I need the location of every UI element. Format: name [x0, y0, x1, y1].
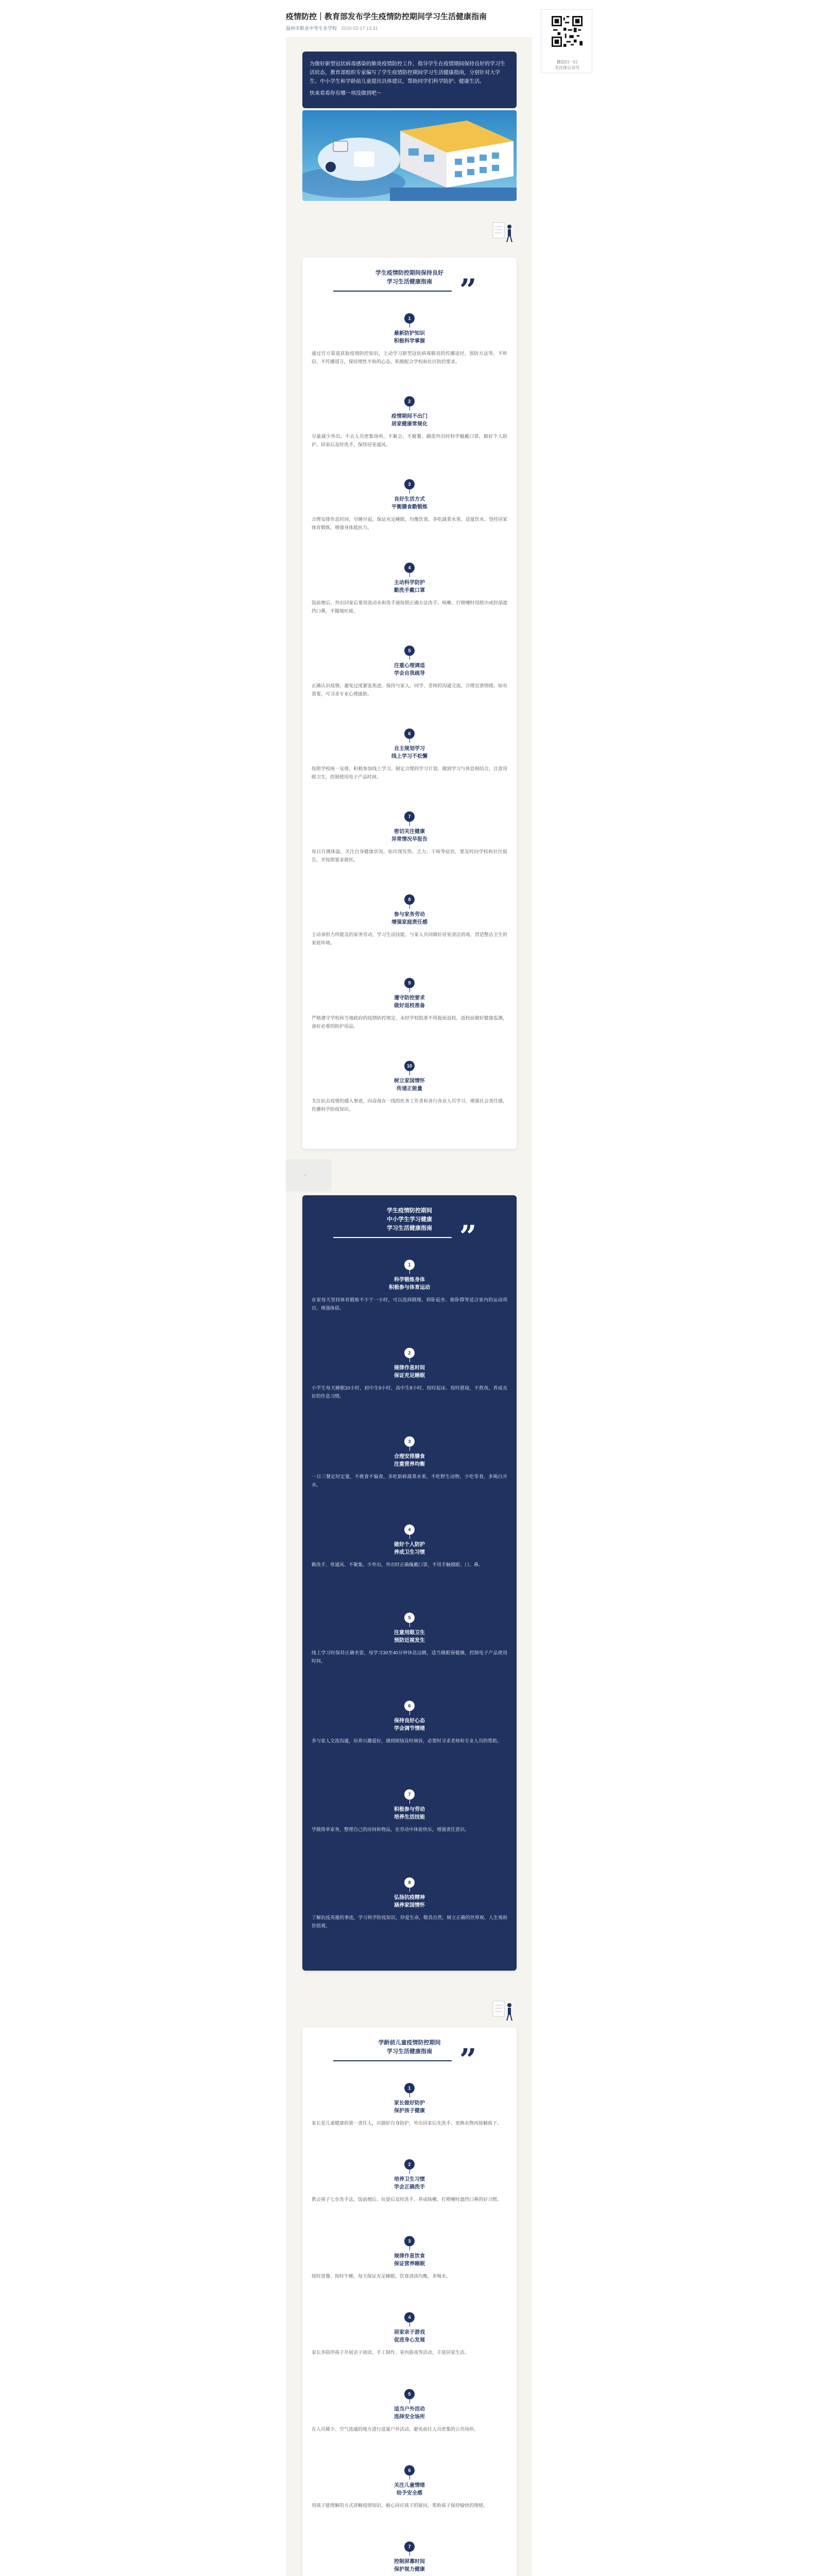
section-heading-line: 积极科学掌握: [394, 338, 425, 344]
section-number-badge: 4: [404, 563, 415, 573]
section-body: 家长是儿童健康的第一责任人，应做好自身防护，外出回家后先洗手、更换衣物再接触孩子。: [312, 2121, 502, 2126]
guide-section: [302, 2389, 517, 2465]
section-heading-line: 学会调节情绪: [394, 1726, 425, 1732]
section-heading-line: 保护孩子健康: [394, 2108, 425, 2114]
article-date: 2020-02-17 13:31: [341, 26, 378, 31]
qr-code-icon: [552, 16, 583, 47]
section-heading-line: 注重心理调适: [394, 663, 425, 669]
section-heading-line: 树立家国情怀: [394, 1078, 425, 1084]
section-stem: [409, 2476, 410, 2480]
section-heading-line: 平衡膳食勤锻炼: [391, 504, 427, 511]
section-stem: [409, 988, 410, 992]
section-heading-line: 给予安全感: [397, 2490, 422, 2496]
card-title-line: 学生疫情防控期间: [387, 1208, 432, 1214]
guide-section: [302, 894, 517, 977]
title-underline: [333, 291, 452, 292]
section-number-badge: 3: [404, 1436, 415, 1447]
card-title-line: 学习生活健康指南: [387, 1225, 432, 1231]
section-heading: [302, 1806, 517, 1821]
section-heading-line: 弘扬抗疫精神: [394, 1894, 425, 1901]
guide-section: [302, 396, 517, 479]
section-heading: [302, 496, 517, 511]
section-heading-line: 关注儿童情绪: [394, 2482, 425, 2488]
section-stem: [409, 2093, 410, 2097]
section-stem: [409, 1358, 410, 1362]
section-heading: [302, 662, 517, 677]
article-title: 疫情防控｜教育部发布学生疫情防控期间学习生活健康指南: [286, 12, 487, 21]
section-heading: [302, 745, 517, 760]
section-heading-line: 涵养家国情怀: [394, 1902, 425, 1908]
section-heading: [302, 911, 517, 926]
section-stem: [409, 1623, 410, 1627]
section-heading-line: 家长做好防护: [394, 2100, 425, 2106]
section-heading-line: 积极参与劳动: [394, 1806, 425, 1812]
section-heading: [302, 413, 517, 428]
section-number-badge: 1: [404, 313, 415, 324]
section-heading: [302, 994, 517, 1010]
section-body: 勤洗手、常通风、不聚集、少外出，外出时正确佩戴口罩，不用手触摸眼、口、鼻。: [312, 1562, 484, 1567]
section-divider: [286, 1159, 331, 1191]
guide-section: [302, 1789, 517, 1877]
section-body: 主动承担力所能及的家务劳动，学习生活技能。与家人共同做好居室清洁消毒，营造整洁卫生的家庭环境。: [312, 932, 507, 946]
section-heading-line: 良好生活方式: [394, 497, 425, 503]
section-body: 学做简单家务，整理自己的房间和物品，在劳动中体验快乐，增强责任意识。: [312, 1826, 470, 1832]
guide-section: [302, 563, 517, 646]
guide-section: [302, 1701, 517, 1789]
section-heading-line: 养成卫生习惯: [394, 1549, 425, 1555]
section-heading: [302, 1453, 517, 1468]
section-number-badge: 3: [404, 2236, 415, 2246]
section-heading-line: 注重营养均衡: [394, 1461, 425, 1467]
section-number-badge: 10: [404, 1061, 415, 1071]
title-underline: [333, 2060, 452, 2061]
section-heading-line: 疫情期间不出门: [391, 414, 427, 420]
section-heading-line: 控制屏幕时间: [394, 2559, 425, 2565]
section-number-badge: 8: [404, 894, 415, 905]
section-heading-line: 培养生活技能: [394, 1814, 425, 1820]
guide-section: [302, 479, 517, 562]
section-heading-line: 科学锻炼身体: [394, 1277, 425, 1283]
guide-section: [302, 1436, 517, 1524]
divider-dot-icon: ◦: [304, 1172, 307, 1179]
section-heading-line: 规律作息饮食: [394, 2253, 425, 2259]
section-heading-line: 最新防护知识: [394, 331, 425, 336]
card-title-line: 中小学生学习健康: [387, 1216, 432, 1223]
section-heading-line: 密切关注健康: [394, 829, 425, 835]
section-heading-line: 增强家庭责任感: [391, 920, 427, 926]
section-number-badge: 7: [404, 2541, 415, 2552]
card-title-line: 学生疫情防控期间保持良好: [375, 270, 443, 276]
section-heading-line: 规律作息时间: [394, 1365, 425, 1371]
guide-card-primary-secondary: [302, 1195, 517, 1971]
section-body: 家长多陪伴孩子开展亲子阅读、手工制作、室内游戏等活动，丰富居家生活。: [312, 2350, 470, 2355]
section-stem: [409, 1711, 410, 1715]
quote-mark-icon: ”: [459, 2042, 477, 2077]
guide-section: [302, 1524, 517, 1613]
section-heading-line: 保证充足睡眠: [394, 1373, 425, 1379]
qr-caption: 微信扫一扫 关注该公众号: [555, 60, 579, 70]
section-body: 尽量减少外出，不去人员密集场所，不聚会、不聚餐。确需外出时科学佩戴口罩，做好个人防护。回家后及时洗手，保持居室通风。: [312, 434, 507, 448]
section-heading-line: 保证营养睡眠: [394, 2261, 425, 2267]
banner-illustration: [302, 110, 517, 201]
section-number-badge: 8: [404, 1877, 415, 1888]
intro-paragraph: 为做好新型冠状病毒感染的肺炎疫情防控工作，指导学生在疫情期间保持良好的学习生活状态，教育部组织专家编写了学生疫情防控期间学习生活健康指南，分别针对大学生、中小学生和学龄前儿童提出具体建议，帮助同学们科学防护、健康生活。: [310, 61, 505, 84]
section-body: 按照学校统一安排，积极参加线上学习。制定合理的学习计划，做到学习与休息相结合，注意用眼卫生，控制使用电子产品时间。: [312, 766, 507, 779]
section-heading-line: 合理安排膳食: [394, 1453, 425, 1460]
section-number-badge: 3: [404, 479, 415, 489]
card-title: [302, 2039, 517, 2056]
section-stem: [409, 2170, 410, 2174]
intro-box: [302, 52, 517, 108]
section-body: 在家每天坚持体育锻炼不少于一小时，可以选择跳绳、仰卧起坐、俯卧撑等适合室内的运动项目，增强体质。: [312, 1297, 507, 1311]
section-body: 用孩子能理解的方式讲解疫情知识，耐心回应孩子的疑问，帮助孩子保持愉快的情绪。: [312, 2502, 488, 2508]
section-heading: [302, 1894, 517, 1909]
section-stem: [409, 905, 410, 909]
section-heading-line: 遵守防控要求: [394, 995, 425, 1001]
section-stem: [409, 1800, 410, 1804]
guide-section: [302, 2541, 517, 2576]
guide-section: [302, 2159, 517, 2235]
section-heading: [302, 2558, 517, 2573]
section-heading: [302, 2329, 517, 2344]
section-heading-line: 勤洗手戴口罩: [394, 587, 425, 594]
section-heading: [302, 1629, 517, 1645]
section-stem: [409, 822, 410, 826]
section-number-badge: 9: [404, 978, 415, 988]
section-heading-line: 预防近视发生: [394, 1638, 425, 1643]
section-heading: [302, 828, 517, 843]
guide-section: [302, 646, 517, 728]
section-number-badge: 2: [404, 2159, 415, 2170]
section-number-badge: 6: [404, 728, 415, 739]
section-stem: [409, 1071, 410, 1075]
section-number-badge: 6: [404, 1701, 415, 1711]
section-heading-line: 学会正确洗手: [394, 2184, 425, 2191]
section-heading: [302, 2482, 517, 2497]
section-stem: [409, 324, 410, 328]
intro-paragraph-2: 快来看看你有哪一项没做到吧～: [310, 91, 382, 96]
article-meta: [286, 25, 378, 31]
quote-mark-icon: ”: [459, 273, 477, 308]
section-body: 正确认识疫情，避免过度紧张焦虑。保持与家人、同学、老师的沟通交流，合理宣泄情绪。如有需要，可寻求专业心理援助。: [312, 683, 507, 697]
section-body: 严格遵守学校和当地政府的疫情防控规定，未经学校批准不得提前返校。返校前做好健康监测，备好必要的防护用品。: [312, 1015, 507, 1029]
section-heading: [302, 1717, 517, 1733]
section-stem: [409, 2323, 410, 2327]
title-underline: [333, 1237, 452, 1238]
section-number-badge: 5: [404, 2389, 415, 2399]
section-heading: [302, 2176, 517, 2191]
guide-section: [302, 2465, 517, 2541]
section-heading: [302, 1364, 517, 1380]
card-title-line: 学习生活健康指南: [387, 279, 432, 285]
card-title: [302, 1207, 517, 1233]
section-stem: [409, 656, 410, 660]
section-heading: [302, 1077, 517, 1093]
guide-section: [302, 1613, 517, 1701]
section-stem: [409, 1888, 410, 1892]
section-heading-line: 居家健康常规化: [391, 421, 427, 428]
section-heading-line: 线上学习不松懈: [391, 754, 427, 759]
school-illustration-icon: [302, 110, 517, 201]
guide-section: [302, 2236, 517, 2312]
section-heading: [302, 1541, 517, 1556]
section-heading-line: 自主规划学习: [394, 746, 425, 752]
section-number-badge: 5: [404, 1613, 415, 1623]
guide-section: [302, 2083, 517, 2159]
reading-figure-icon: [492, 221, 515, 243]
section-number-badge: 2: [404, 1348, 415, 1358]
section-body: 在人员稀少、空气流通的地方进行适量户外活动，避免前往人员密集的公共场所。: [312, 2426, 479, 2432]
section-number-badge: 4: [404, 1524, 415, 1535]
section-body: 小学生每天睡眠10小时，初中生9小时，高中生8小时。按时起床、按时就寝，不熬夜，养成良好的作息习惯。: [312, 1385, 507, 1399]
section-heading: [302, 1276, 517, 1292]
section-number-badge: 7: [404, 1789, 415, 1800]
guide-section: [302, 1348, 517, 1436]
section-heading-line: 选择安全场所: [394, 2414, 425, 2420]
section-stem: [409, 2399, 410, 2403]
article-source-link[interactable]: 温州市职业中等专业学校: [286, 26, 337, 31]
section-body: 关注抗击疫情的感人事迹，向奋战在一线的医务工作者和各行各业人员学习，增强社会责任感，传播科学防疫知识。: [312, 1098, 507, 1112]
guide-card-general: [302, 258, 517, 1149]
section-heading-line: 主动科学防护: [394, 580, 425, 586]
section-heading-line: 培养卫生习惯: [394, 2177, 425, 2183]
card-title: [302, 269, 517, 286]
section-number-badge: 1: [404, 1260, 415, 1270]
section-body: 每日自测体温，关注自身健康状况。如出现发热、乏力、干咳等症状，要及时向学校和社区报告，并按照要求就医。: [312, 849, 507, 863]
section-stem: [409, 406, 410, 411]
section-stem: [409, 2552, 410, 2556]
section-number-badge: 5: [404, 646, 415, 656]
section-heading: [302, 579, 517, 595]
section-body: 合理安排作息时间，早睡早起，保证充足睡眠。均衡饮食，多吃蔬菜水果，适量饮水。坚持居家体育锻炼，增强身体抵抗力。: [312, 517, 507, 531]
guide-section: [302, 728, 517, 811]
section-heading-line: 积极参与体育运动: [389, 1285, 430, 1291]
section-body: 通过官方渠道获取疫情防控知识，主动学习新型冠状病毒肺炎的传播途径、预防方法等。不听信、不传播谣言，保持理性平和的心态，积极配合学校和社区防控要求。: [312, 351, 507, 364]
section-heading-line: 参与家务劳动: [394, 912, 425, 918]
section-number-badge: 2: [404, 396, 415, 406]
guide-section: [302, 1260, 517, 1348]
section-stem: [409, 2246, 410, 2250]
guide-section: [302, 313, 517, 396]
section-number-badge: 4: [404, 2312, 415, 2323]
section-heading-line: 传递正能量: [397, 1086, 422, 1092]
section-heading: [302, 2099, 517, 2115]
section-stem: [409, 489, 410, 494]
quote-mark-icon: ”: [459, 1219, 477, 1254]
section-heading-line: 居家亲子游戏: [394, 2330, 425, 2336]
section-heading-line: 学会自我疏导: [394, 670, 425, 676]
section-heading: [302, 330, 517, 345]
section-heading-line: 保持良好心态: [394, 1718, 425, 1724]
guide-section: [302, 811, 517, 894]
section-body: 按时进餐、按时午睡，每天保证充足睡眠，饮食清淡均衡，多喝水。: [312, 2273, 451, 2279]
section-stem: [409, 573, 410, 577]
account-qr-panel: [541, 9, 592, 73]
section-body: 线上学习时保持正确坐姿，每学习30至40分钟休息远眺，适当做眼保健操，控制电子产品使用时间。: [312, 1650, 507, 1664]
section-heading: [302, 2252, 517, 2268]
section-body: 了解抗疫英雄的事迹，学习科学防疫知识，珍爱生命，敬畏自然，树立正确的世界观、人生观和价值观。: [312, 1914, 507, 1928]
reading-figure-icon-2: [492, 1999, 515, 2022]
section-heading-line: 注意用眼卫生: [394, 1630, 425, 1636]
section-body: 多与家人交流沟通，培养兴趣爱好，遇到烦恼及时倾诉，必要时寻求老师和专业人员的帮助。: [312, 1738, 502, 1744]
section-number-badge: 7: [404, 811, 415, 822]
section-number-badge: 1: [404, 2083, 415, 2093]
section-body: 一日三餐定时定量，不挑食不偏食，多吃新鲜蔬菜水果，不吃野生动物，少吃零食，多喝白开水。: [312, 1473, 507, 1487]
guide-section: [302, 1061, 517, 1144]
section-number-badge: 6: [404, 2465, 415, 2476]
section-stem: [409, 1447, 410, 1451]
section-body: 饭前便后、外出回家后要用流动水和洗手液按照正确方法洗手。咳嗽、打喷嚏时用纸巾或肘部遮挡口鼻，不随地吐痰。: [312, 600, 507, 614]
guide-section: [302, 2312, 517, 2388]
section-heading-line: 做好返校准备: [394, 1003, 425, 1009]
guide-section: [302, 1877, 517, 1965]
card-title-line: 学习生活健康指南: [387, 2048, 432, 2055]
guide-card-preschool: [302, 2027, 517, 2576]
section-heading-line: 适当户外活动: [394, 2406, 425, 2412]
section-heading-line: 促进身心发展: [394, 2337, 425, 2344]
guide-section: [302, 978, 517, 1061]
card-title-line: 学龄前儿童疫情防控期间: [378, 2040, 441, 2046]
section-heading-line: 异常情况早报告: [391, 837, 427, 843]
section-body: 教会孩子七步洗手法，饭前便后、玩耍后及时洗手，养成咳嗽、打喷嚏时遮挡口鼻的好习惯。: [312, 2197, 502, 2202]
section-stem: [409, 1535, 410, 1539]
section-heading-line: 保护视力健康: [394, 2567, 425, 2573]
section-heading: [302, 2405, 517, 2421]
section-stem: [409, 739, 410, 743]
section-heading-line: 做好个人防护: [394, 1541, 425, 1548]
section-stem: [409, 1270, 410, 1274]
